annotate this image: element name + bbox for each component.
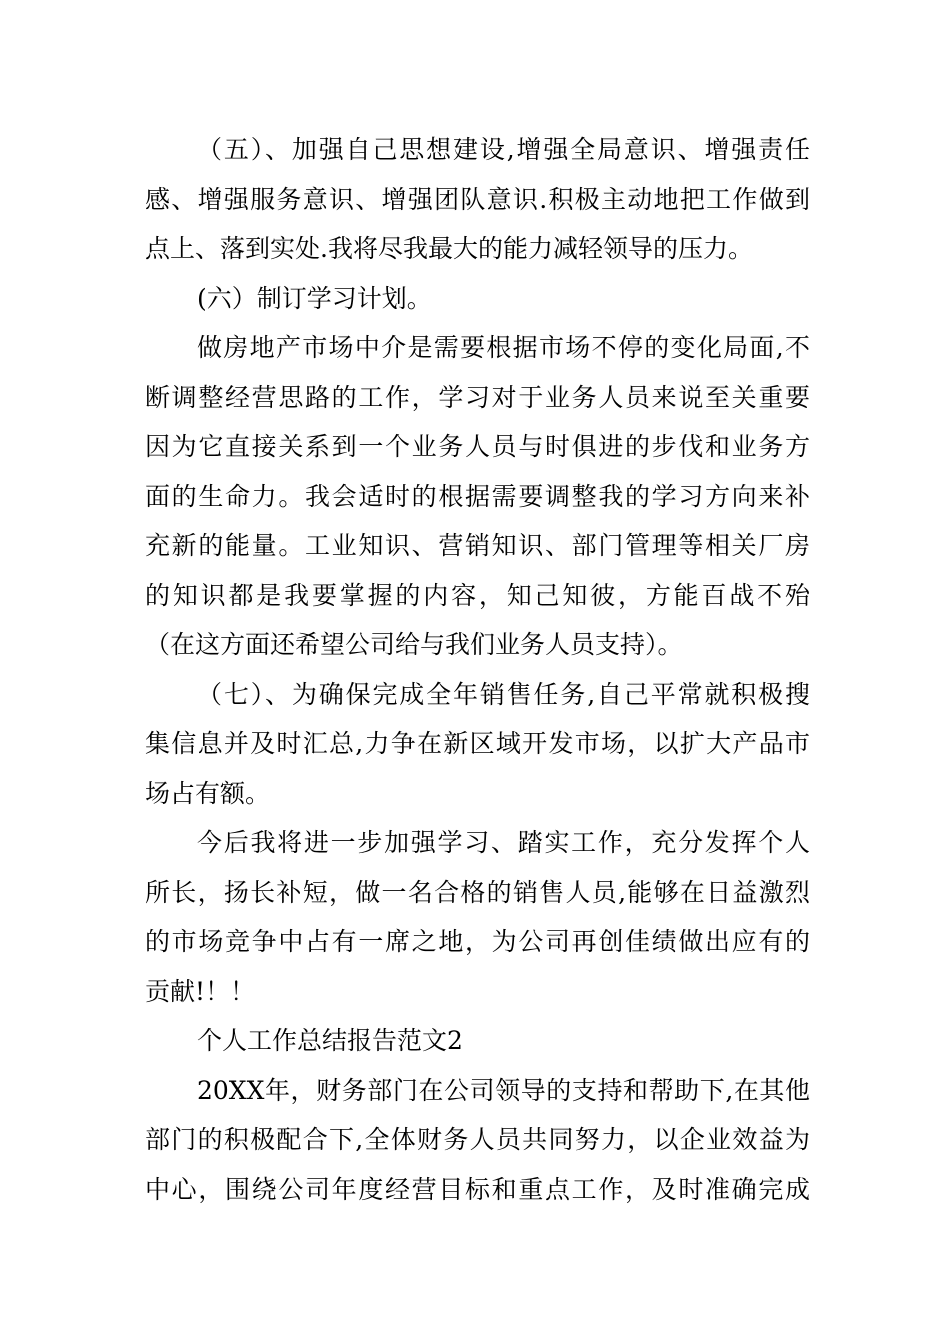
paragraph-line: 感、增强服务意识、增强团队意识.积极主动地把工作做到	[145, 184, 810, 214]
paragraph-line: 面的生命力。我会适时的根据需要调整我的学习方向来补	[145, 481, 810, 511]
paragraph-first-line: 做房地产市场中介是需要根据市场不停的变化局面,不	[197, 333, 810, 362]
paragraph-line: 贡献!！！	[145, 976, 256, 1006]
paragraph-line: 集信息并及时汇总,力争在新区域开发市场，以扩大产品市	[145, 729, 810, 758]
paragraph-line: 点上、落到实处.我将尽我最大的能力减轻领导的压力。	[145, 234, 753, 263]
paragraph-first-line: (六）制订学习计划。	[197, 283, 432, 313]
paragraph-first-line: 今后我将进一步加强学习、踏实工作，充分发挥个人	[197, 828, 810, 857]
paragraph-line: 断调整经营思路的工作，学习对于业务人员来说至关重要	[145, 382, 810, 412]
paragraph-line: 场占有额。	[145, 778, 271, 808]
paragraph-line: 的知识都是我要掌握的内容，知己知彼，方能百战不殆	[145, 580, 810, 610]
paragraph-first-line: （七）、为确保完成全年销售任务,自己平常就积极搜	[197, 679, 810, 709]
paragraph-first-line: 20XX年，财务部门在公司领导的支持和帮助下,在其他	[197, 1075, 810, 1105]
paragraph-first-line: （五）、加强自己思想建设,增强全局意识、增强责任	[197, 135, 810, 164]
paragraph-line: 因为它直接关系到一个业务人员与时俱进的步伐和业务方	[145, 432, 810, 461]
paragraph-line: （在这方面还希望公司给与我们业务人员支持）。	[145, 630, 683, 659]
paragraph-line: 部门的积极配合下,全体财务人员共同努力，以企业效益为	[145, 1125, 810, 1154]
paragraph-line: 中心，围绕公司年度经营目标和重点工作，及时准确完成	[145, 1174, 810, 1204]
paragraph-line: 所长，扬长补短，做一名合格的销售人员,能够在日益激烈	[145, 877, 810, 907]
paragraph-first-line: 个人工作总结报告范文2	[197, 1026, 463, 1055]
paragraph-line: 充新的能量。工业知识、营销知识、部门管理等相关厂房	[145, 531, 810, 560]
paragraph-line: 的市场竞争中占有一席之地，为公司再创佳绩做出应有的	[145, 927, 810, 956]
